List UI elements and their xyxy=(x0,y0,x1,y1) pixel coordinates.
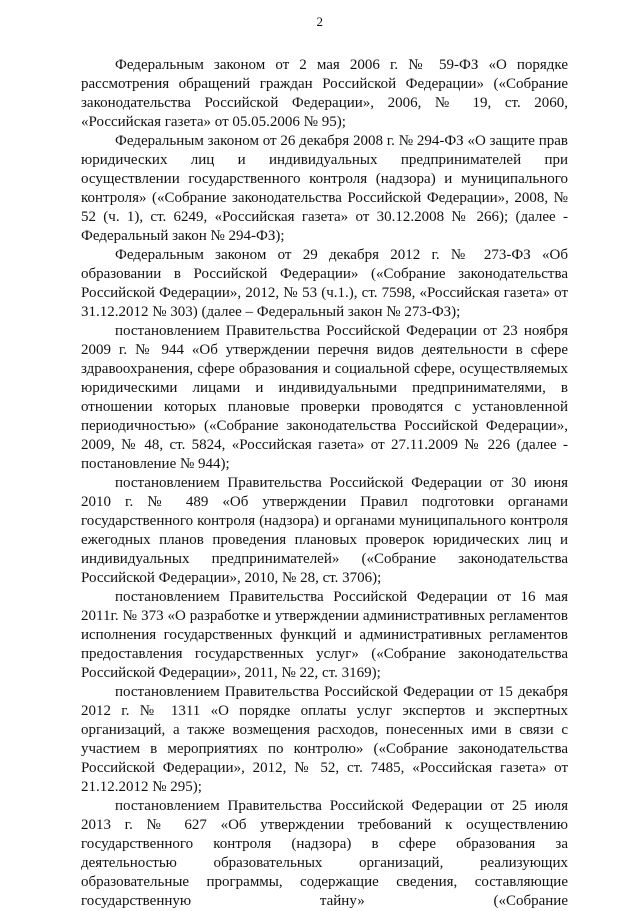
paragraph-law-59fz: Федеральным законом от 2 мая 2006 г. № 59-ФЗ «О порядке рассмотрения обращений граждан Российской Федерации» («Собрание законодательства Российской Федерации», 2006, № 19, ст. 2060, «Российская газета» от 05.05.2006 № 95); xyxy=(81,57,568,130)
paragraph-resolution-944: постановлением Правительства Российской Федерации от 23 ноября 2009 г. № 944 «Об утверждении перечня видов деятельности в сфере здравоохранения, сфере образования и социальной сфере, осуществляемых юридическими лицами и индивидуальными предпринимателями, в отношении которых плановые проверки проводятся с установленной периодичностью» («Собрание законодательства Российской Федерации», 2009, № 48, ст. 5824, «Российская газета» от 27.11.2009 № 226 (далее - постановление № 944); xyxy=(81,323,568,472)
paragraph-resolution-373: постановлением Правительства Российской Федерации от 16 мая 2011г. № 373 «О разработке и утверждении административных регламентов исполнения государственных функций и административных регламентов предоставления государственных услуг» («Собрание законодательства Российской Федерации», 2011, № 22, ст. 3169); xyxy=(81,589,568,681)
paragraph-resolution-1311: постановлением Правительства Российской Федерации от 15 декабря 2012 г. № 1311 «О порядке оплаты услуг экспертов и экспертных организаций, а также возмещения расходов, понесенных ими в связи с участием в мероприятиях по контролю» («Собрание законодательства Российской Федерации», 2012, № 52, ст. 7485, «Российская газета» от 21.12.2012 № 295); xyxy=(81,684,568,795)
paragraph-resolution-489: постановлением Правительства Российской Федерации от 30 июня 2010 г. № 489 «Об утверждении Правил подготовки органами государственного контроля (надзора) и органами муниципального контроля ежегодных планов проведения плановых проверок юридических лиц и индивидуальных предпринимателей» («Собрание законодательства Российской Федерации», 2010, № 28, ст. 3706); xyxy=(81,475,568,586)
document-body xyxy=(81,56,568,911)
paragraph-resolution-627: постановлением Правительства Российской Федерации от 25 июля 2013 г. № 627 «Об утверждении требований к осуществлению государственного контроля (надзора) в сфере образования за деятельностью образовательных организаций, реализующих образовательные программы, содержащие сведения, составляющие государственную тайну» («Собрание xyxy=(81,798,568,909)
page-number: 2 xyxy=(316,14,324,29)
paragraph-law-294fz: Федеральным законом от 26 декабря 2008 г. № 294-ФЗ «О защите прав юридических лиц и индивидуальных предпринимателей при осуществлении государственного контроля (надзора) и муниципального контроля» («Собрание законодательства Российской Федерации», 2008, № 52 (ч. 1), ст. 6249, «Российская газета» от 30.12.2008 № 266); (далее - Федеральный закон № 294-ФЗ); xyxy=(81,133,568,244)
paragraph-law-273fz: Федеральным законом от 29 декабря 2012 г. № 273-ФЗ «Об образовании в Российской Федерации» («Собрание законодательства Российской Федерации», 2012, № 53 (ч.1.), ст. 7598, «Российская газета» от 31.12.2012 № 303) (далее – Федеральный закон № 273-ФЗ); xyxy=(81,247,568,320)
